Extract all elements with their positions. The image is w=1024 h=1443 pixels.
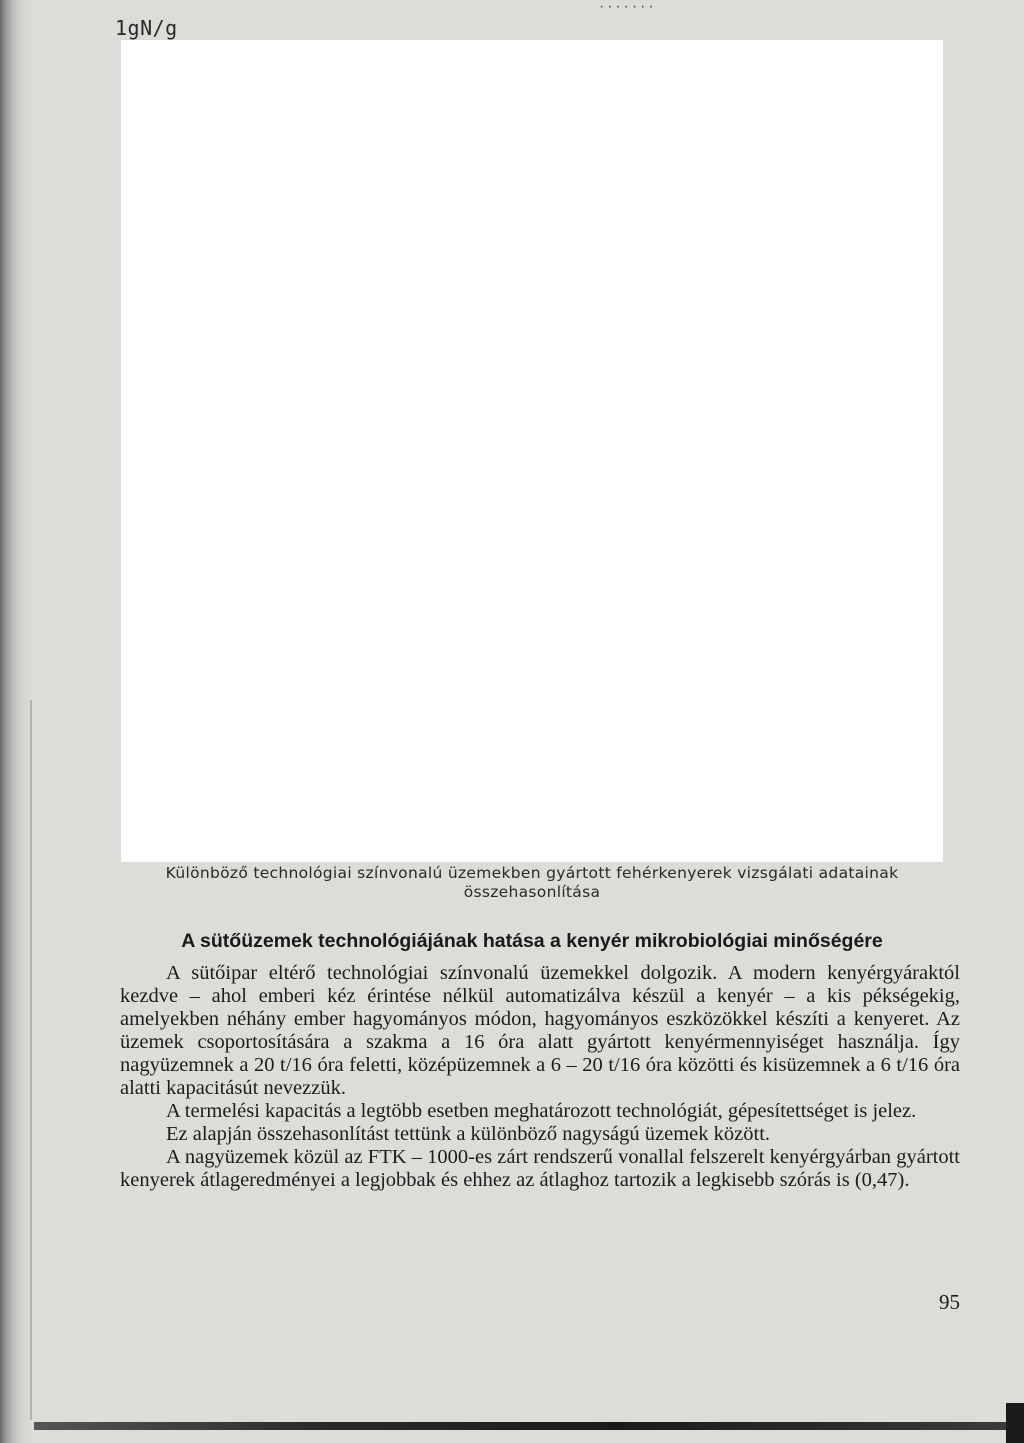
page-number: 95 — [939, 1290, 960, 1314]
paragraph-2: A termelési kapacitás a legtöbb esetben meghatározott technológiát, gépesítettséget is jelez. — [166, 1100, 917, 1122]
paragraph-1: A sütőipar eltérő technológiai színvonalú üzemekkel dolgozik. A modern kenyérgyáraktól kezdve – ahol emberi kéz érintése nélkül automatizálva készül a kenyér – a kis pékségekig, amelyekben néhány ember hagyományos módon, hagyományos eszközökkel készíti a kenyeret. Az üzemek csoportosítására a szakma a 16 óra alatt gyártott kenyérmennyiséget használja. Így nagyüzemnek a 20 t/16 óra feletti, középüzemnek a 6 – 20 t/16 óra közötti és kisüzemnek a 6 t/16 óra alatti kapacitásút nevezzük. — [120, 962, 960, 1099]
scan-gutter-line — [30, 700, 32, 1420]
caption-line-2: összehasonlítása — [463, 883, 601, 901]
body-text — [120, 962, 960, 1192]
section-heading: A sütőüzemek technológiájának hatása a kenyér mikrobiológiai minőségére — [181, 930, 883, 952]
figure-caption — [100, 864, 964, 902]
scan-bottom-edge — [34, 1422, 1006, 1430]
figure-area — [121, 40, 943, 862]
scan-gutter — [0, 0, 34, 1443]
header-code: 1gN/g — [115, 16, 178, 40]
paragraph-3: Ez alapján összehasonlítást tettünk a különböző nagyságú üzemek között. — [166, 1123, 771, 1145]
scan-bottom-corner — [1006, 1403, 1024, 1443]
caption-line-1: Különböző technológiai színvonalú üzemekben gyártott fehérkenyerek vizsgálati adatainak — [165, 864, 899, 882]
paragraph-4: A nagyüzemek közül az FTK – 1000-es zárt rendszerű vonallal felszerelt kenyérgyárban gyártott kenyerek átlageredményei a legjobbak és ehhez az átlaghoz tartozik a legkisebb szórás is (0,47). — [120, 1146, 960, 1191]
top-marks: ······· — [598, 0, 656, 14]
